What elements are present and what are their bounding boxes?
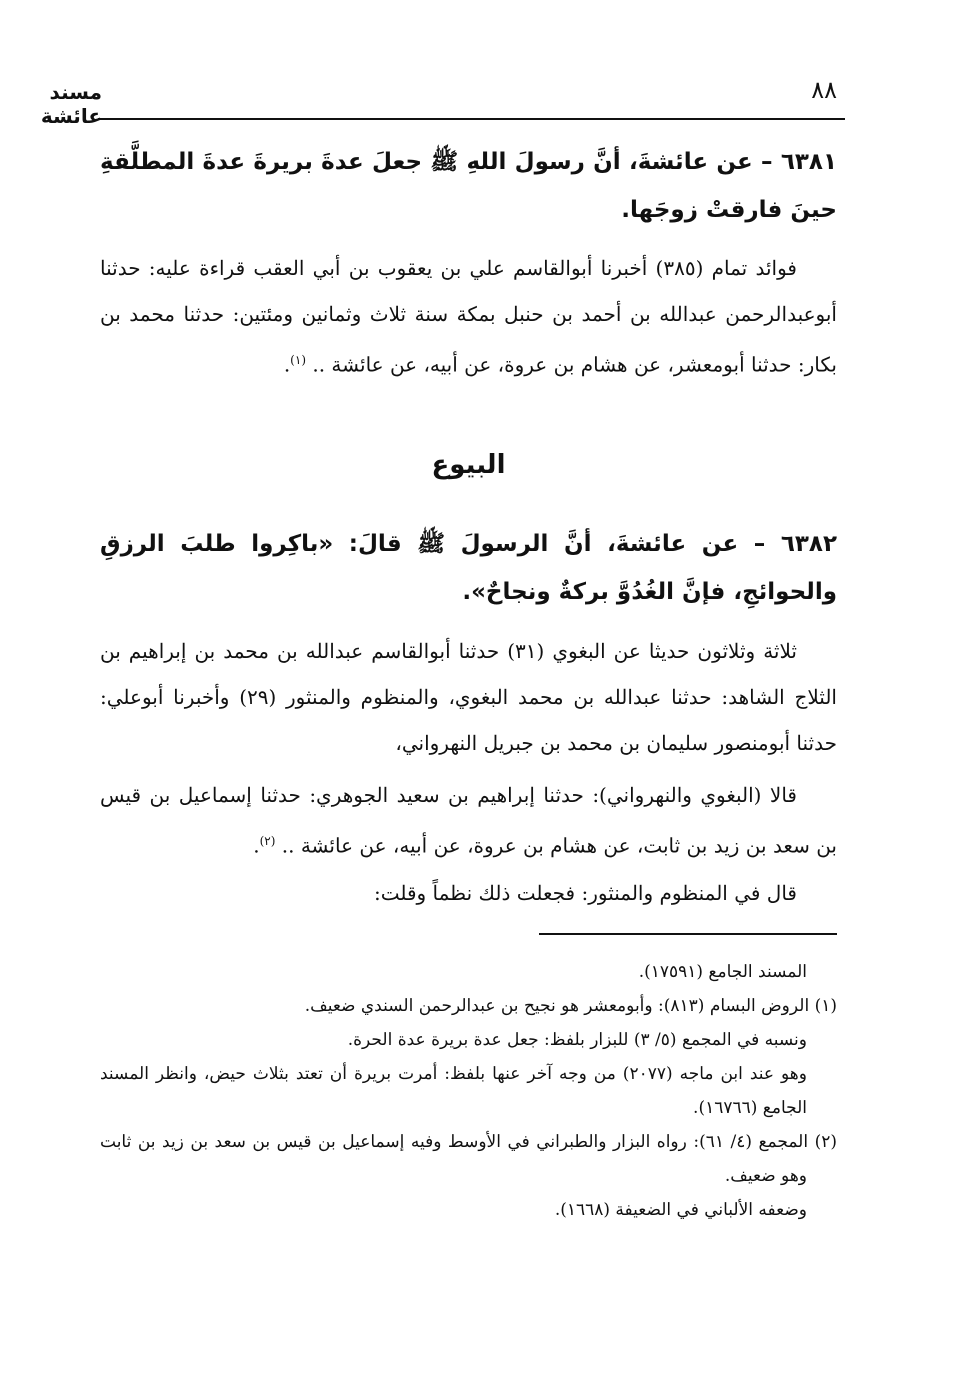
narration-2-text: ثلاثة وثلاثون حديثا عن البغوي (٣١) حدثنا أبوالقاسم عبدالله بن محمد بن إبراهيم بن الثلاج الشاهد: حدثنا عبدالله بن محمد البغوي، والمنظوم والمنثور (٢٩) وأخبرنا أبوعلي: حدثنا أبومنصور سليمان بن محمد بن جبريل النهرواني، xyxy=(100,639,837,755)
footnotes xyxy=(100,955,837,1227)
narration-2 xyxy=(100,628,837,766)
footnote-1-line-2: ونسبه في المجمع (٥/ ٣) للبزار بلفظ: جعل عدة بريرة عدة الحرة. xyxy=(347,1030,807,1050)
narration-4-text: قال في المنظوم والمنثور: فجعلت ذلك نظماً وقلت: xyxy=(373,881,797,905)
footnote-2-line-1: (٢) المجمع (٤/ ٦١): رواه البزار والطبراني في الأوسط وفيه إسماعيل بن قيس بن سعد بن زيد بن ثابت وهو ضعيف. xyxy=(100,1132,837,1186)
hadith-6381 xyxy=(100,138,837,234)
hadith-6382-text: ٦٣٨٢ – عن عائشةَ، أنَّ الرسولَ ﷺ قالَ: «باكِروا طلبَ الرزقِ والحوائجِ، فإنَّ الغُدُوَّ بركةٌ ونجاحٌ». xyxy=(100,531,837,605)
hadith-6381-text: ٦٣٨١ – عن عائشةَ، أنَّ رسولَ اللهِ ﷺ جعلَ عدةَ بريرةَ عدةَ المطلَّقةِ حينَ فارقتْ زوجَها. xyxy=(100,149,837,223)
narration-3-text: قالا (البغوي والنهرواني): حدثنا إبراهيم بن سعيد الجوهري: حدثنا إسماعيل بن قيس بن سعد بن زيد بن ثابت، عن هشام بن عروة، عن أبيه، عن عائشة .. xyxy=(100,783,837,858)
narration-1-paragraph xyxy=(100,245,837,388)
footnote-intro: المسند الجامع (١٧٥٩١). xyxy=(638,962,807,982)
running-header xyxy=(40,70,837,128)
footnote-rule xyxy=(539,933,837,935)
narration-3 xyxy=(100,772,837,869)
narration-1 xyxy=(100,245,837,388)
footnote-2-line-2: وضعفه الألباني في الضعيفة (١٦٦٨). xyxy=(554,1200,807,1220)
narration-3-end: . xyxy=(253,833,260,858)
footnote-1-line-1: (١) الروض البسام (٨١٣): وأبومعشر هو نجيح بن عبدالرحمن السندي ضعيف. xyxy=(304,996,837,1016)
header-rule xyxy=(98,118,845,120)
footnote-1-line-3: وهو عند ابن ماجه (٢٠٧٧) من وجه آخر عنها بلفظ: أمرت بريرة أن تعتد بثلاث حيض، وانظر المسند الجامع (١٦٧٦٦). xyxy=(100,1064,807,1118)
footnote-ref-2: (٢) xyxy=(259,834,276,848)
narration-1-text: فوائد تمام (٣٨٥) أخبرنا أبوالقاسم علي بن يعقوب بن أبي العقب قراءة عليه: حدثنا أبوعبدالرحمن عبدالله بن أحمد بن حنبل بمكة سنة ثلاث وثمانين ومئتين: حدثنا محمد بن بكار: حدثنا أبومعشر، عن هشام بن عروة، عن أبيه، عن عائشة .. xyxy=(100,256,837,377)
section-heading: البيوع xyxy=(431,450,506,480)
page-number: ٨٨ xyxy=(811,76,837,104)
narration-1-end: . xyxy=(283,352,291,377)
hadith-6382 xyxy=(100,520,837,616)
running-title: مسند عائشة xyxy=(40,80,102,128)
narration-4 xyxy=(100,870,837,916)
footnote-ref-1: (١) xyxy=(290,353,306,367)
narration-3-paragraph xyxy=(100,772,837,869)
